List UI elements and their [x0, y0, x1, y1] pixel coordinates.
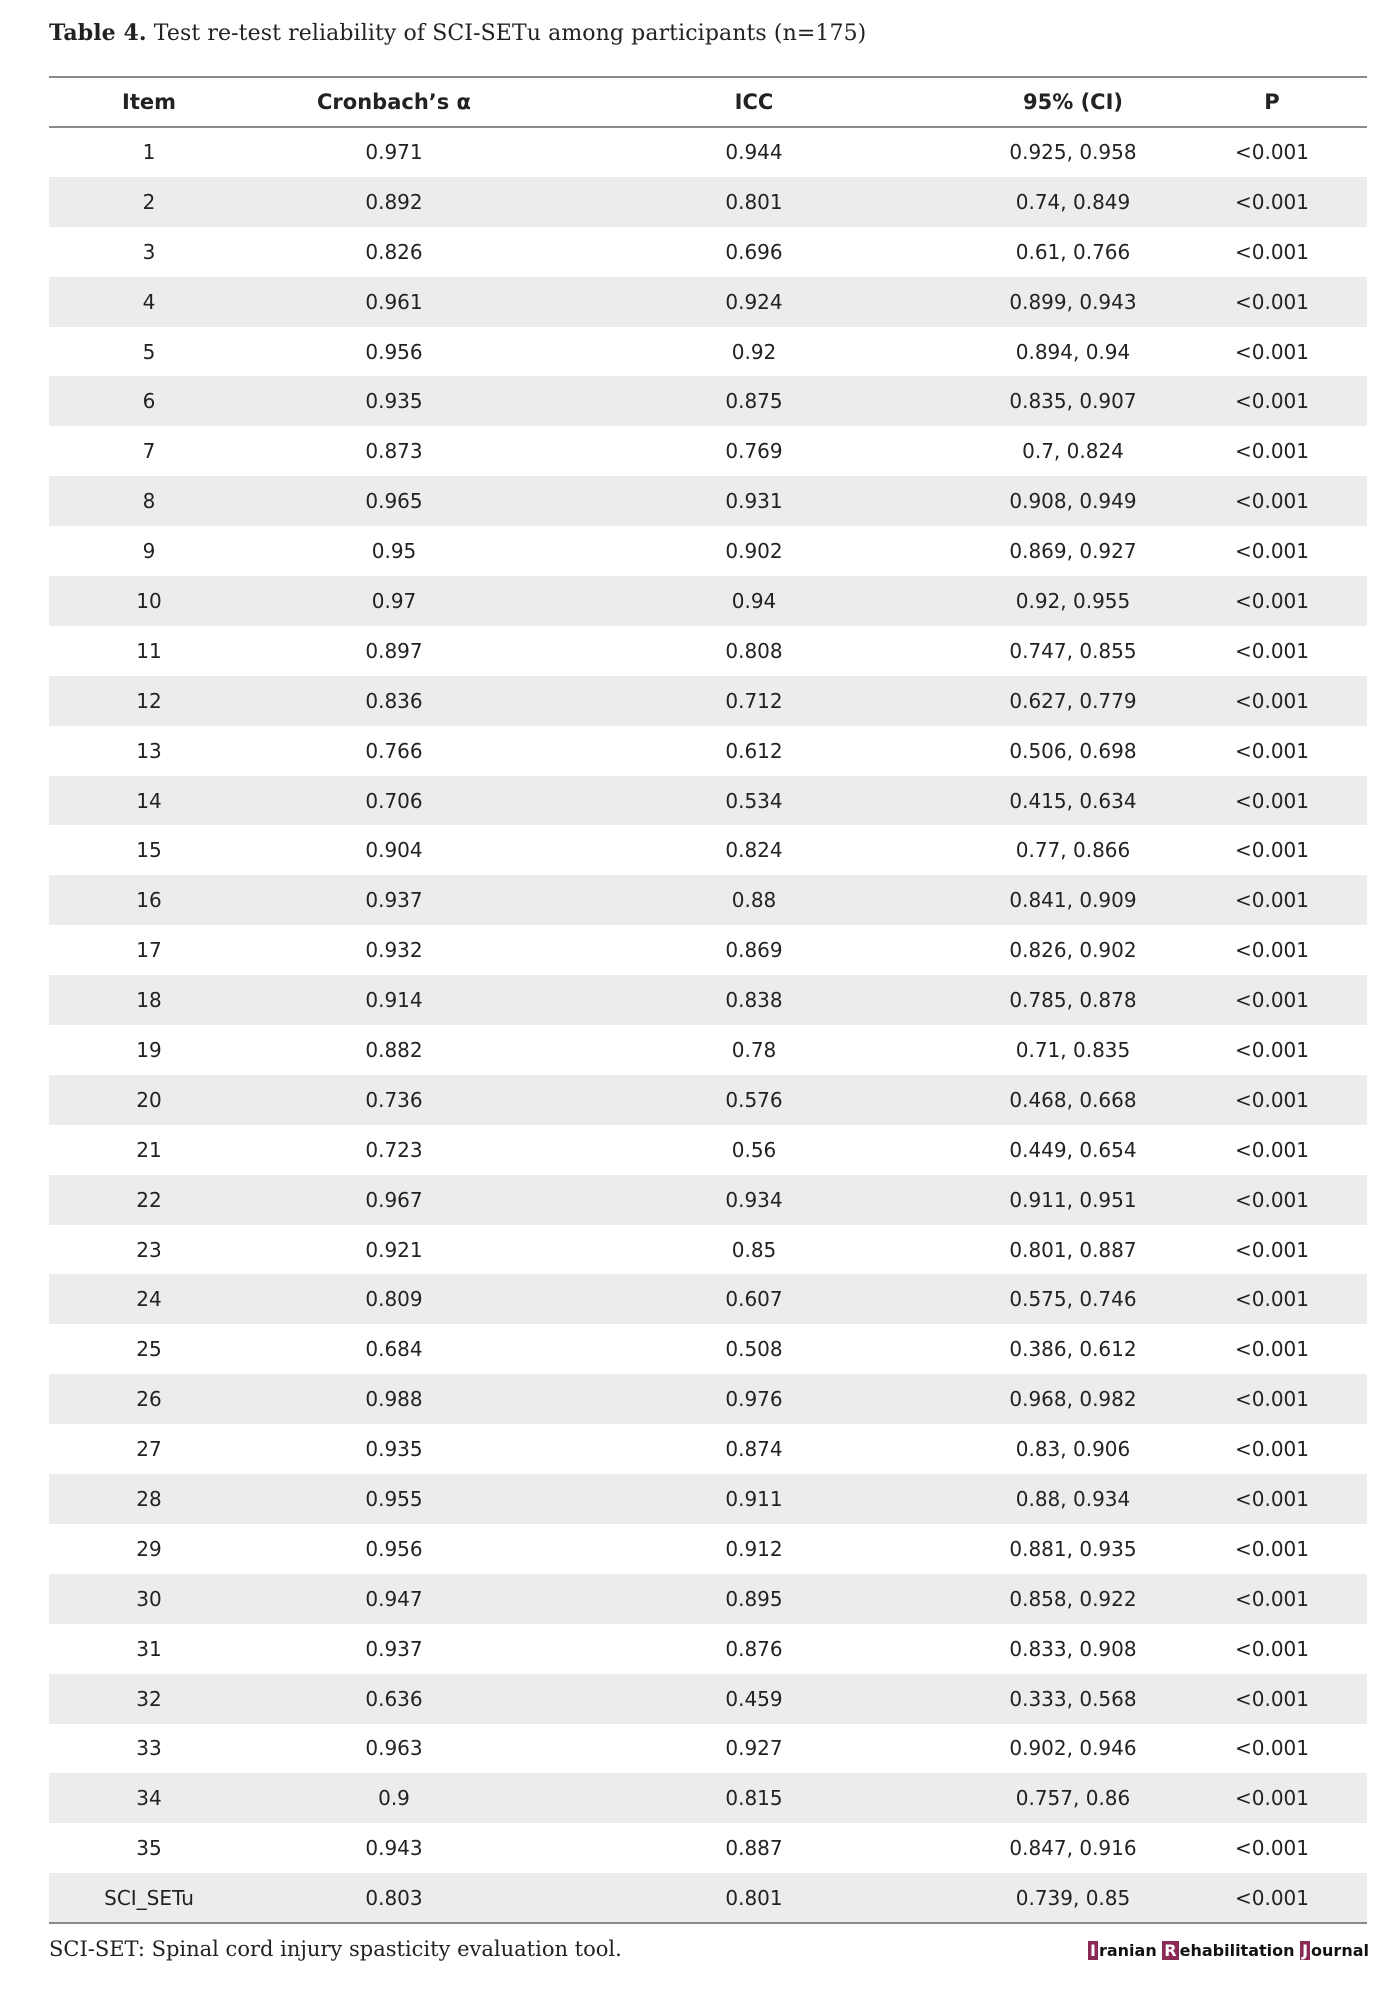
cell-ci: 0.74, 0.849: [969, 177, 1177, 227]
cell-p: <0.001: [1177, 1274, 1367, 1324]
table-row: [49, 1274, 1367, 1324]
cell-p: <0.001: [1234, 738, 1309, 763]
cell-p: <0.001: [1177, 1474, 1367, 1524]
cell-p: <0.001: [1234, 1037, 1309, 1062]
cell-p: <0.001: [1234, 1636, 1309, 1661]
table-row: [49, 127, 1367, 177]
cell-icc: 0.838: [539, 975, 969, 1025]
table-row: [49, 1025, 1367, 1075]
cell-cronbach-alpha: 0.892: [249, 177, 539, 227]
cell-cronbach-alpha: 0.967: [249, 1175, 539, 1225]
cell-item: 29: [136, 1536, 162, 1561]
cell-cronbach-alpha: 0.965: [249, 476, 539, 526]
table-row: [49, 776, 1367, 826]
table-row: [49, 1474, 1367, 1524]
cell-p: <0.001: [1177, 476, 1367, 526]
cell-p: <0.001: [1177, 1175, 1367, 1225]
cell-p: <0.001: [1234, 1337, 1309, 1362]
cell-icc: 0.927: [725, 1736, 783, 1761]
cell-cronbach-alpha: 0.736: [249, 1075, 539, 1125]
cell-cronbach-alpha: 0.904: [365, 838, 423, 863]
cell-ci: 0.902, 0.946: [1009, 1736, 1137, 1761]
cell-ci: 0.833, 0.908: [1009, 1636, 1137, 1661]
table-row: [49, 327, 1367, 377]
cell-icc: 0.815: [539, 1773, 969, 1823]
table-row: [49, 426, 1367, 476]
cell-item: 20: [49, 1075, 249, 1125]
cell-p: <0.001: [1177, 376, 1367, 426]
cell-item: 13: [136, 738, 162, 763]
table-row: [49, 1225, 1367, 1275]
cell-item: 11: [136, 638, 162, 663]
logo-initial: R: [1164, 1941, 1177, 1960]
header-p: P: [1177, 77, 1367, 127]
cell-icc: 0.508: [725, 1337, 783, 1362]
cell-item: 8: [49, 476, 249, 526]
cell-item: 4: [49, 277, 249, 327]
cell-ci: 0.785, 0.878: [969, 975, 1177, 1025]
cell-icc: 0.876: [725, 1636, 783, 1661]
cell-cronbach-alpha: 0.943: [365, 1836, 423, 1861]
table-row: [49, 626, 1367, 676]
cell-cronbach-alpha: 0.97: [249, 576, 539, 626]
logo-initial: I: [1090, 1941, 1096, 1960]
cell-p: <0.001: [1234, 1237, 1309, 1262]
cell-icc: 0.912: [725, 1536, 783, 1561]
cell-item: 2: [49, 177, 249, 227]
cell-p: <0.001: [1234, 638, 1309, 663]
cell-cronbach-alpha: 0.809: [249, 1274, 539, 1324]
cell-cronbach-alpha: 0.836: [249, 676, 539, 726]
cell-ci: 0.506, 0.698: [1009, 738, 1137, 763]
cell-icc: 0.534: [539, 776, 969, 826]
cell-icc: 0.874: [725, 1437, 783, 1462]
cell-ci: 0.77, 0.866: [1015, 838, 1131, 863]
cell-cronbach-alpha: 0.723: [365, 1137, 423, 1162]
cell-ci: 0.835, 0.907: [969, 376, 1177, 426]
table-body: [49, 127, 1367, 1923]
cell-item: 22: [49, 1175, 249, 1225]
table-caption: [49, 20, 866, 46]
cell-item: SCI_SETu: [49, 1873, 249, 1923]
cell-p: <0.001: [1177, 676, 1367, 726]
cell-p: <0.001: [1234, 838, 1309, 863]
cell-p: <0.001: [1234, 1137, 1309, 1162]
cell-item: 35: [136, 1836, 162, 1861]
cell-item: 17: [136, 938, 162, 963]
cell-cronbach-alpha: 0.803: [249, 1873, 539, 1923]
cell-icc: 0.808: [725, 638, 783, 663]
cell-p: <0.001: [1234, 439, 1309, 464]
cell-ci: 0.468, 0.668: [969, 1075, 1177, 1125]
table-row: [49, 975, 1367, 1025]
cell-ci: 0.575, 0.746: [969, 1274, 1177, 1324]
cell-icc: 0.576: [539, 1075, 969, 1125]
cell-p: <0.001: [1234, 539, 1309, 564]
cell-item: 23: [136, 1237, 162, 1262]
table-row: [49, 1873, 1367, 1923]
cell-item: 5: [142, 339, 156, 364]
table-row: [49, 576, 1367, 626]
cell-ci: 0.925, 0.958: [1009, 140, 1137, 165]
table-row: [49, 1374, 1367, 1424]
cell-icc: 0.875: [539, 376, 969, 426]
cell-ci: 0.333, 0.568: [969, 1674, 1177, 1724]
cell-p: <0.001: [1234, 1536, 1309, 1561]
cell-ci: 0.968, 0.982: [969, 1374, 1177, 1424]
cell-ci: 0.801, 0.887: [1009, 1237, 1137, 1262]
table-row: [49, 1524, 1367, 1574]
cell-icc: 0.92: [731, 339, 777, 364]
cell-cronbach-alpha: 0.932: [365, 938, 423, 963]
cell-p: <0.001: [1177, 1773, 1367, 1823]
header-icc: ICC: [539, 77, 969, 127]
cell-icc: 0.712: [539, 676, 969, 726]
caption-label: Table 4.: [49, 20, 147, 46]
cell-cronbach-alpha: 0.882: [365, 1037, 423, 1062]
cell-icc: 0.931: [539, 476, 969, 526]
cell-p: <0.001: [1234, 239, 1309, 264]
logo-initial: J: [1302, 1941, 1309, 1960]
cell-icc: 0.976: [539, 1374, 969, 1424]
cell-ci: 0.386, 0.612: [1009, 1337, 1137, 1362]
table-row: [49, 476, 1367, 526]
cell-cronbach-alpha: 0.826: [365, 239, 423, 264]
cell-ci: 0.911, 0.951: [969, 1175, 1177, 1225]
cell-ci: 0.83, 0.906: [1015, 1437, 1131, 1462]
cell-item: 1: [142, 140, 156, 165]
table-row: [49, 1823, 1367, 1873]
table-header-row: [49, 77, 1367, 127]
cell-p: <0.001: [1177, 1873, 1367, 1923]
cell-icc: 0.85: [731, 1237, 777, 1262]
cell-item: 28: [49, 1474, 249, 1524]
cell-item: 3: [142, 239, 156, 264]
header-item: Item: [49, 77, 249, 127]
cell-ci: 0.92, 0.955: [969, 576, 1177, 626]
cell-item: 6: [49, 376, 249, 426]
cell-icc: 0.944: [725, 140, 783, 165]
cell-cronbach-alpha: 0.935: [365, 1437, 423, 1462]
table-row: [49, 526, 1367, 576]
table-row: [49, 825, 1367, 875]
table-row: [49, 875, 1367, 925]
cell-ci: 0.894, 0.94: [1015, 339, 1131, 364]
logo-word: ournal: [1311, 1941, 1369, 1960]
cell-cronbach-alpha: 0.935: [249, 376, 539, 426]
table-row: [49, 177, 1367, 227]
cell-p: <0.001: [1177, 875, 1367, 925]
table-row: [49, 1724, 1367, 1774]
cell-item: 12: [49, 676, 249, 726]
cell-item: 19: [136, 1037, 162, 1062]
table-row: [49, 726, 1367, 776]
logo-word: ranian: [1098, 1941, 1163, 1960]
header-ci: 95% (CI): [969, 77, 1177, 127]
cell-cronbach-alpha: 0.9: [249, 1773, 539, 1823]
cell-cronbach-alpha: 0.971: [365, 140, 423, 165]
cell-item: 9: [142, 539, 156, 564]
table-row: [49, 1075, 1367, 1125]
cell-item: 16: [49, 875, 249, 925]
table-row: [49, 277, 1367, 327]
cell-ci: 0.449, 0.654: [1009, 1137, 1137, 1162]
table-row: [49, 1424, 1367, 1474]
cell-ci: 0.757, 0.86: [969, 1773, 1177, 1823]
cell-ci: 0.908, 0.949: [969, 476, 1177, 526]
cell-cronbach-alpha: 0.956: [365, 339, 423, 364]
cell-icc: 0.924: [539, 277, 969, 327]
cell-cronbach-alpha: 0.636: [249, 1674, 539, 1724]
cell-icc: 0.612: [725, 738, 783, 763]
cell-item: 25: [136, 1337, 162, 1362]
cell-cronbach-alpha: 0.947: [249, 1574, 539, 1624]
cell-p: <0.001: [1177, 1574, 1367, 1624]
cell-p: <0.001: [1234, 1836, 1309, 1861]
cell-icc: 0.934: [539, 1175, 969, 1225]
cell-cronbach-alpha: 0.937: [249, 875, 539, 925]
cell-item: 27: [136, 1437, 162, 1462]
cell-p: <0.001: [1177, 776, 1367, 826]
cell-item: 30: [49, 1574, 249, 1624]
cell-ci: 0.826, 0.902: [1009, 938, 1137, 963]
cell-icc: 0.911: [539, 1474, 969, 1524]
cell-icc: 0.459: [539, 1674, 969, 1724]
cell-icc: 0.88: [539, 875, 969, 925]
table-row: [49, 1324, 1367, 1374]
cell-item: 15: [136, 838, 162, 863]
cell-item: 31: [136, 1636, 162, 1661]
cell-item: 7: [142, 439, 156, 464]
cell-p: <0.001: [1177, 975, 1367, 1025]
cell-cronbach-alpha: 0.914: [249, 975, 539, 1025]
cell-icc: 0.895: [539, 1574, 969, 1624]
cell-icc: 0.607: [539, 1274, 969, 1324]
cell-p: <0.001: [1177, 576, 1367, 626]
cell-ci: 0.858, 0.922: [969, 1574, 1177, 1624]
cell-icc: 0.696: [725, 239, 783, 264]
table-row: [49, 376, 1367, 426]
table-row: [49, 227, 1367, 277]
cell-ci: 0.881, 0.935: [1009, 1536, 1137, 1561]
cell-cronbach-alpha: 0.766: [365, 738, 423, 763]
table-row: [49, 1773, 1367, 1823]
cell-ci: 0.747, 0.855: [1009, 638, 1137, 663]
table-row: [49, 1175, 1367, 1225]
reliability-table: [49, 76, 1367, 1924]
cell-item: 10: [49, 576, 249, 626]
cell-p: <0.001: [1177, 1374, 1367, 1424]
table-row: [49, 925, 1367, 975]
cell-p: <0.001: [1234, 339, 1309, 364]
cell-icc: 0.887: [725, 1836, 783, 1861]
cell-cronbach-alpha: 0.897: [365, 638, 423, 663]
cell-cronbach-alpha: 0.706: [249, 776, 539, 826]
cell-ci: 0.61, 0.766: [1015, 239, 1131, 264]
cell-p: <0.001: [1234, 140, 1309, 165]
cell-item: 33: [136, 1736, 162, 1761]
cell-icc: 0.769: [725, 439, 783, 464]
cell-icc: 0.801: [539, 177, 969, 227]
cell-icc: 0.869: [725, 938, 783, 963]
cell-ci: 0.899, 0.943: [969, 277, 1177, 327]
cell-cronbach-alpha: 0.95: [371, 539, 417, 564]
cell-ci: 0.71, 0.835: [1015, 1037, 1131, 1062]
cell-p: <0.001: [1177, 1674, 1367, 1724]
cell-p: <0.001: [1177, 277, 1367, 327]
cell-cronbach-alpha: 0.963: [365, 1736, 423, 1761]
cell-item: 18: [49, 975, 249, 1025]
cell-cronbach-alpha: 0.961: [249, 277, 539, 327]
cell-p: <0.001: [1177, 1075, 1367, 1125]
cell-ci: 0.415, 0.634: [969, 776, 1177, 826]
cell-p: <0.001: [1234, 1437, 1309, 1462]
cell-icc: 0.78: [731, 1037, 777, 1062]
cell-ci: 0.841, 0.909: [969, 875, 1177, 925]
table-row: [49, 1674, 1367, 1724]
cell-item: 24: [49, 1274, 249, 1324]
cell-item: 32: [49, 1674, 249, 1724]
cell-cronbach-alpha: 0.988: [249, 1374, 539, 1424]
cell-ci: 0.869, 0.927: [1009, 539, 1137, 564]
cell-item: 26: [49, 1374, 249, 1424]
table-row: [49, 676, 1367, 726]
cell-cronbach-alpha: 0.937: [365, 1636, 423, 1661]
cell-cronbach-alpha: 0.684: [365, 1337, 423, 1362]
cell-ci: 0.847, 0.916: [1009, 1836, 1137, 1861]
journal-logo: [1088, 1941, 1369, 1960]
cell-item: 34: [49, 1773, 249, 1823]
cell-ci: 0.7, 0.824: [1022, 439, 1124, 464]
logo-word: ehabilitation: [1179, 1941, 1301, 1960]
caption-text: Test re-test reliability of SCI-SETu among participants (n=175): [146, 21, 867, 46]
table-row: [49, 1125, 1367, 1175]
table-row: [49, 1624, 1367, 1674]
header-cronbach-alpha: Cronbach’s α: [249, 77, 539, 127]
cell-cronbach-alpha: 0.921: [365, 1237, 423, 1262]
cell-icc: 0.94: [539, 576, 969, 626]
table-footnote: SCI-SET: Spinal cord injury spasticity evaluation tool.: [49, 1937, 622, 1961]
cell-p: <0.001: [1234, 1736, 1309, 1761]
cell-ci: 0.627, 0.779: [969, 676, 1177, 726]
cell-icc: 0.902: [725, 539, 783, 564]
cell-ci: 0.739, 0.85: [969, 1873, 1177, 1923]
table-row: [49, 1574, 1367, 1624]
cell-item: 14: [49, 776, 249, 826]
cell-cronbach-alpha: 0.956: [365, 1536, 423, 1561]
cell-icc: 0.824: [725, 838, 783, 863]
cell-icc: 0.801: [539, 1873, 969, 1923]
cell-cronbach-alpha: 0.955: [249, 1474, 539, 1524]
cell-p: <0.001: [1234, 938, 1309, 963]
cell-icc: 0.56: [731, 1137, 777, 1162]
cell-item: 21: [136, 1137, 162, 1162]
cell-cronbach-alpha: 0.873: [365, 439, 423, 464]
cell-ci: 0.88, 0.934: [969, 1474, 1177, 1524]
cell-p: <0.001: [1177, 177, 1367, 227]
